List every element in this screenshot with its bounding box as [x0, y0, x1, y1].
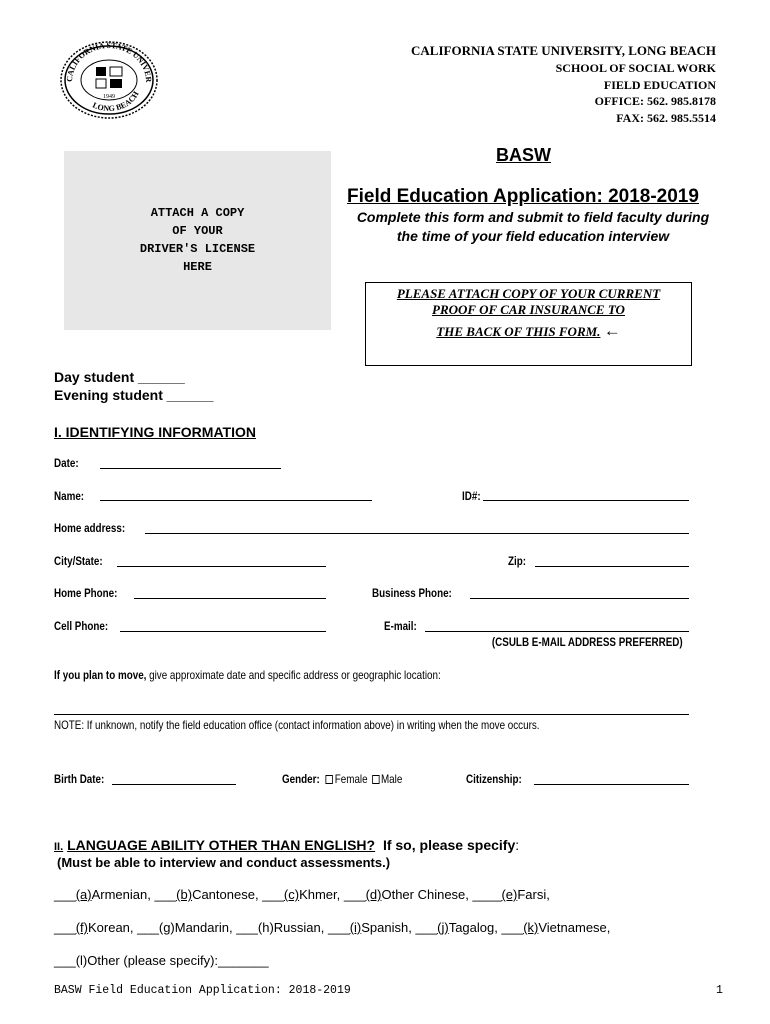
gender-group — [282, 772, 402, 786]
armenian-letter: (a) — [75, 887, 92, 902]
citizenship-field[interactable] — [534, 784, 689, 785]
move-bold: If you plan to move, — [54, 668, 147, 682]
farsi-letter: (e) — [501, 887, 518, 902]
evening-student[interactable]: Evening student ______ — [54, 387, 214, 403]
vietnamese-letter: (k) — [523, 920, 539, 935]
license-line-2: OF YOUR — [172, 224, 223, 238]
section-2-note: (Must be able to interview and conduct assessments.) — [57, 855, 391, 870]
school-name: SCHOOL OF SOCIAL WORK — [555, 61, 716, 75]
other-chinese-letter: (d) — [365, 887, 382, 902]
language-row-1 — [54, 887, 550, 902]
citizenship-label: Citizenship: — [466, 772, 522, 786]
business-phone-label: Business Phone: — [372, 586, 452, 600]
move-field[interactable] — [54, 714, 689, 715]
arrow-left-icon: ← — [603, 321, 621, 340]
id-label: ID#: — [462, 489, 481, 503]
other-language-field[interactable]: _______ — [218, 953, 269, 968]
office-phone: OFFICE: 562. 985.8178 — [594, 94, 716, 108]
tagalog-letter: (j) — [437, 920, 449, 935]
russian-label: (h)Russian, — [257, 920, 325, 935]
female-label: Female — [334, 772, 368, 786]
move-note: NOTE: If unknown, notify the field education office (contact information above) in writing when the move occurs. — [54, 718, 540, 732]
zip-field[interactable] — [535, 566, 689, 567]
khmer-letter: (c) — [283, 887, 300, 902]
date-field[interactable] — [100, 468, 281, 469]
insurance-line-1: PLEASE ATTACH COPY OF YOUR CURRENT — [396, 286, 661, 301]
home-phone-field[interactable] — [134, 598, 326, 599]
cell-phone-field[interactable] — [120, 631, 326, 632]
tagalog-blank[interactable]: ___ — [415, 920, 438, 935]
armenian-blank[interactable]: ___ — [54, 887, 76, 902]
farsi-blank[interactable]: ____ — [472, 887, 502, 902]
university-seal — [58, 40, 160, 120]
korean-letter: (f) — [75, 920, 88, 935]
program-title: BASW — [496, 145, 551, 165]
cantonese-label: Cantonese, — [192, 887, 259, 902]
department-name: FIELD EDUCATION — [603, 78, 716, 92]
spanish-letter: (i) — [349, 920, 362, 935]
insurance-line-2: PROOF OF CAR INSURANCE TO — [432, 302, 625, 317]
spanish-blank[interactable]: ___ — [327, 920, 350, 935]
russian-blank[interactable]: ___ — [236, 920, 258, 935]
license-line-1: ATTACH A COPY — [150, 206, 245, 220]
date-label: Date: — [54, 456, 79, 470]
form-subtitle-2: the time of your field education interview — [396, 228, 670, 244]
korean-label: Korean, — [87, 920, 134, 935]
male-checkbox[interactable] — [372, 775, 379, 784]
section-2-heading-row — [54, 837, 519, 853]
cell-phone-label: Cell Phone: — [54, 619, 109, 633]
tagalog-label: Tagalog, — [448, 920, 498, 935]
city-state-field[interactable] — [117, 566, 326, 567]
footer-title: BASW Field Education Application: 2018-2019 — [54, 984, 351, 997]
home-phone-label: Home Phone: — [54, 586, 118, 600]
form-subtitle-1: Complete this form and submit to field faculty during — [356, 209, 710, 225]
female-checkbox[interactable] — [326, 775, 333, 784]
khmer-blank[interactable]: ___ — [262, 887, 284, 902]
section-1-heading: I. IDENTIFYING INFORMATION — [54, 424, 256, 440]
email-label: E-mail: — [384, 619, 417, 633]
svg-text:LONG BEACH: LONG BEACH — [91, 89, 141, 114]
business-phone-field[interactable] — [470, 598, 689, 599]
university-name: CALIFORNIA STATE UNIVERSITY, LONG BEACH — [411, 43, 716, 58]
korean-blank[interactable]: ___ — [54, 920, 76, 935]
page-number: 1 — [716, 984, 723, 997]
language-row-3 — [54, 953, 269, 968]
vietnamese-label: Vietnamese, — [538, 920, 611, 935]
zip-label: Zip: — [508, 554, 527, 568]
form-title: Field Education Application: 2018-2019 — [347, 186, 699, 207]
fax-number: FAX: 562. 985.5514 — [616, 111, 716, 125]
license-line-3: DRIVER'S LICENSE — [139, 242, 256, 256]
language-row-2 — [54, 920, 610, 935]
move-text: give approximate date and specific address or geographic location: — [146, 668, 441, 682]
email-note: (CSULB E-MAIL ADDRESS PREFERRED) — [492, 635, 683, 649]
license-line-4: HERE — [183, 260, 212, 274]
name-label: Name: — [54, 489, 85, 503]
insurance-box — [365, 282, 692, 366]
male-label: Male — [380, 772, 403, 786]
name-field[interactable] — [100, 500, 372, 501]
email-field[interactable] — [425, 631, 689, 632]
insurance-line-3: THE BACK OF THIS FORM. — [436, 324, 601, 339]
other-chinese-blank[interactable]: ___ — [343, 887, 366, 902]
other-chinese-label: Other Chinese, — [381, 887, 469, 902]
home-address-field[interactable] — [145, 533, 689, 534]
other-language-label: (l)Other (please specify): — [75, 953, 219, 968]
day-student[interactable]: Day student ______ — [54, 369, 185, 385]
khmer-label: Khmer, — [299, 887, 341, 902]
section-2-colon: : — [515, 837, 520, 853]
armenian-label: Armenian, — [91, 887, 151, 902]
section-2-numeral: II. — [54, 841, 64, 853]
mandarin-blank[interactable]: ___ — [137, 920, 159, 935]
university-seal-icon — [58, 40, 160, 120]
spanish-label: Spanish, — [361, 920, 412, 935]
gender-label: Gender: — [282, 772, 320, 786]
other-language-blank[interactable]: ___ — [54, 953, 76, 968]
section-2-specify: If so, please specify — [382, 837, 516, 853]
svg-text:CALIFORNIA STATE UNIVERSITY: CALIFORNIA STATE UNIVER — [64, 40, 154, 83]
vietnamese-blank[interactable]: ___ — [501, 920, 524, 935]
id-field[interactable] — [483, 500, 689, 501]
mandarin-label: (g)Mandarin, — [158, 920, 233, 935]
cantonese-letter: (b) — [176, 887, 193, 902]
birth-date-label: Birth Date: — [54, 772, 105, 786]
license-box — [64, 151, 331, 330]
city-state-label: City/State: — [54, 554, 103, 568]
svg-text:1949: 1949 — [103, 94, 115, 100]
section-2-heading: LANGUAGE ABILITY OTHER THAN ENGLISH? — [67, 837, 376, 853]
home-address-label: Home address: — [54, 521, 126, 535]
birth-date-field[interactable] — [112, 784, 236, 785]
cantonese-blank[interactable]: ___ — [154, 887, 177, 902]
move-instructions — [54, 668, 441, 682]
farsi-label: Farsi, — [517, 887, 550, 902]
